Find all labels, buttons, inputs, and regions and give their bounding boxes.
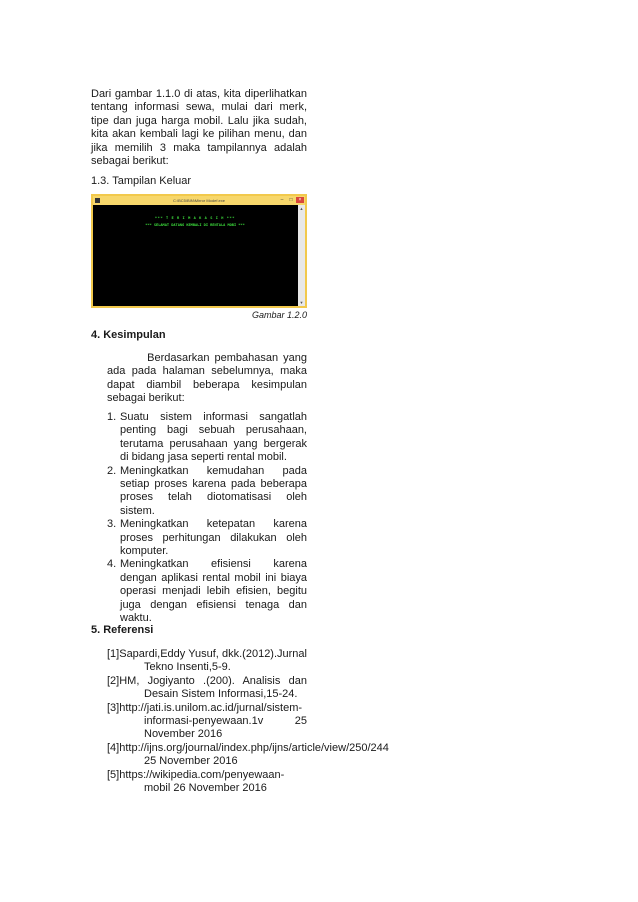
reference-list (107, 648, 389, 795)
reference-item: [2]HM, Jogiyanto .(200). Analisis dan Desain Sistem Informasi,15-24. (107, 674, 307, 701)
conclusion-list (107, 411, 307, 626)
figure-caption: Gambar 1.2.0 (251, 310, 307, 320)
console-line: *** SELAMAT DATANG KEMBALI DI RENTALA MOBI *** (145, 223, 245, 227)
list-item: 4. Meningkatkan efisiensi karena dengan aplikasi rental mobil ini biaya operasi menjadi lebih efisien, begitu juga dengan efisiensi tenaga dan waktu. (107, 558, 307, 625)
scroll-up-icon[interactable]: ▲ (299, 206, 304, 211)
app-icon (95, 198, 100, 203)
list-item: 3. Meningkatkan ketepatan karena proses perhitungan dilakukan oleh komputer. (107, 518, 307, 558)
scroll-down-icon[interactable]: ▼ (299, 300, 304, 305)
conclusion-paragraph: Berdasarkan pembahasan yang ada pada halaman sebelumnya, maka dapat diambil beberapa kesimpulan sebagai berikut: (107, 352, 307, 405)
list-item: 1. Suatu sistem informasi sangatlah penting bagi sebuah perusahaan, terutama perusahaan yang bergerak di bidang jasa seperti rental mobil. (107, 411, 307, 464)
reference-item: [4]http://ijns.org/journal/index.php/ijns/article/view/250/244 25 November 2016 (107, 741, 389, 768)
window-title: C:\BC5\BIN\Mirror Modef.exe (172, 198, 225, 203)
section-heading-referensi: 5. Referensi (91, 624, 154, 636)
figure-console-window (91, 194, 307, 308)
console-window (93, 196, 305, 306)
window-titlebar (93, 196, 305, 205)
intro-paragraph: Dari gambar 1.1.0 di atas, kita diperlihatkan tentang informasi sewa, mulai dari merk, tipe dan juga harga mobil. Lalu jika sudah, kita akan kembali lagi ke pilihan menu, dan jika memilih 3 maka tampilannya adalah sebagai berikut: (91, 88, 307, 168)
minimize-icon[interactable]: – (280, 197, 284, 203)
console-output (93, 205, 297, 306)
section-heading-kesimpulan: 4. Kesimpulan (91, 329, 166, 341)
close-icon[interactable]: × (296, 197, 304, 203)
maximize-icon[interactable]: □ (289, 197, 293, 203)
reference-item: [5]https://wikipedia.com/penyewaan-mobil 26 November 2016 (107, 768, 285, 795)
subsection-heading: 1.3. Tampilan Keluar (91, 175, 192, 187)
console-line: *** T E R I M A K A S I H *** (154, 216, 236, 220)
list-item: 2. Meningkatkan kemudahan pada setiap proses karena pada beberapa proses telah diotomatisasi oleh sistem. (107, 464, 307, 517)
reference-item: [3]http://jati.is.unilom.ac.id/jurnal/sistem-informasi-penyewaan.1v 25 November 2016 (107, 701, 307, 741)
reference-item: [1]Sapardi,Eddy Yusuf, dkk.(2012).Jurnal Tekno Insenti,5-9. (107, 648, 307, 674)
vertical-scrollbar[interactable] (298, 205, 305, 306)
window-controls (278, 197, 304, 203)
